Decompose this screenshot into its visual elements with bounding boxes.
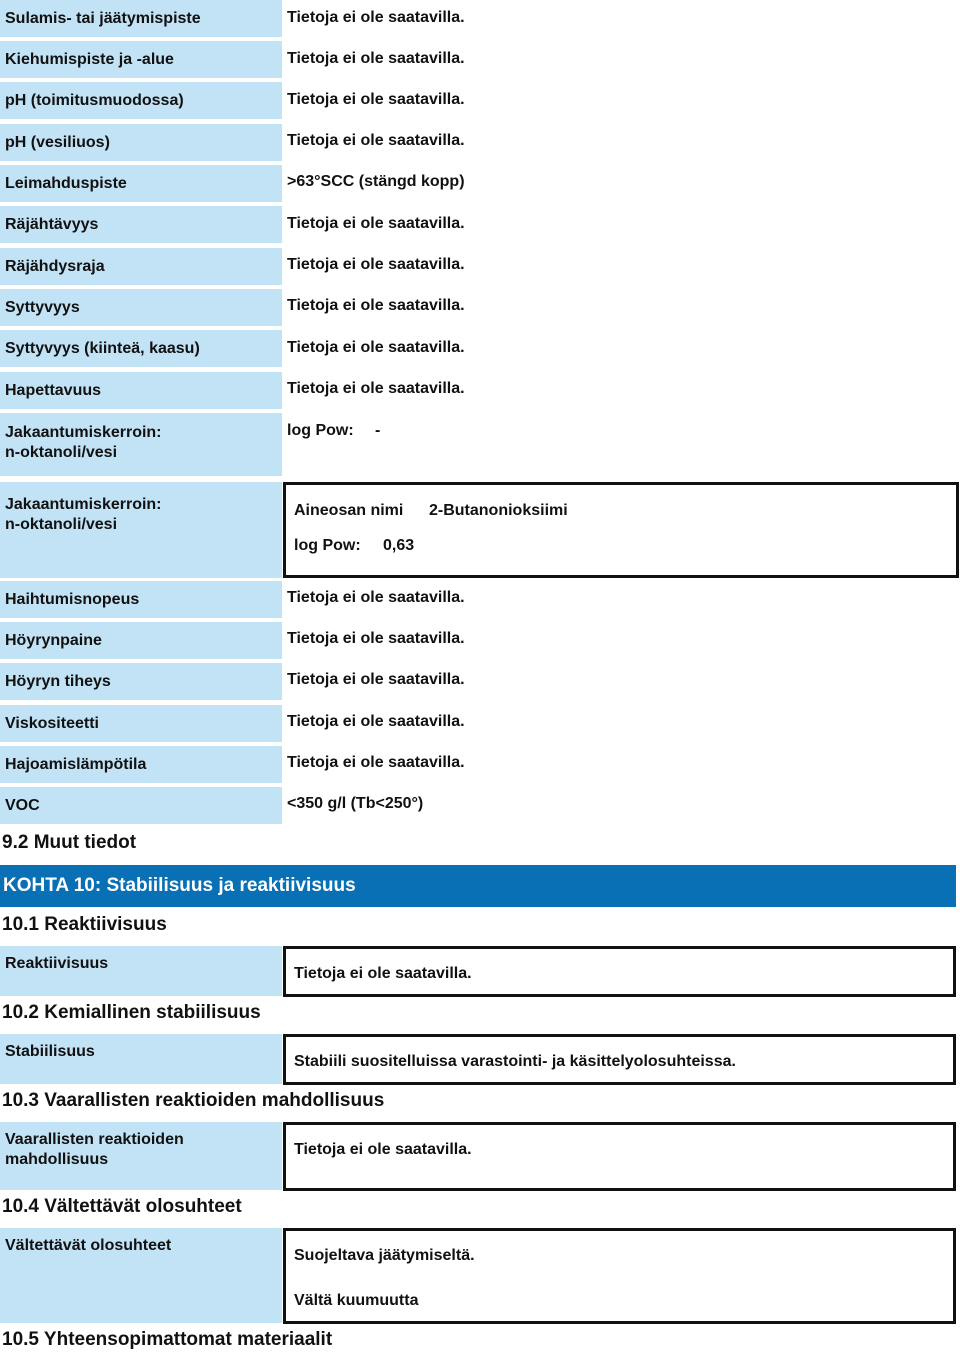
conditions-value-2: Vältä kuumuutta [294, 1292, 419, 1309]
subsection-heading-10-1: 10.1 Reaktiivisuus [2, 914, 167, 935]
conditions-box [283, 1228, 956, 1324]
property-value: Tietoja ei ole saatavilla. [287, 91, 465, 108]
stability-value: Stabiili suositelluissa varastointi- ja käsittelyolosuhteissa. [294, 1053, 736, 1070]
property-label: Kiehumispiste ja -alue [0, 41, 282, 78]
property-value: Tietoja ei ole saatavilla. [287, 630, 465, 647]
component-name-label: Aineosan nimi [294, 502, 404, 519]
partition-label-line1: Jakaantumiskerroin: [5, 496, 162, 513]
stability-box [283, 1034, 956, 1085]
property-label: Räjähdysraja [0, 248, 282, 285]
stability-label: Stabiilisuus [0, 1034, 282, 1084]
property-label: VOC [0, 787, 282, 824]
partition-label-line1: Jakaantumiskerroin: [5, 424, 162, 441]
hazardous-reactions-label-line1: Vaarallisten reaktioiden [5, 1131, 184, 1148]
property-label: Hajoamislämpötila [0, 746, 282, 783]
property-value: Tietoja ei ole saatavilla. [287, 256, 465, 273]
logpow-label: log Pow: [294, 537, 361, 554]
subsection-heading-10-3: 10.3 Vaarallisten reaktioiden mahdollisuus [2, 1090, 385, 1111]
property-value: Tietoja ei ole saatavilla. [287, 9, 465, 26]
property-value: Tietoja ei ole saatavilla. [287, 215, 465, 232]
property-label: Syttyvyys (kiinteä, kaasu) [0, 330, 282, 367]
property-value: Tietoja ei ole saatavilla. [287, 713, 465, 730]
property-label: pH (vesiliuos) [0, 124, 282, 161]
property-label: Haihtumisnopeus [0, 581, 282, 618]
reactivity-label: Reaktiivisuus [0, 946, 282, 996]
component-name-value: 2-Butanonioksiimi [429, 502, 568, 519]
subsection-heading-10-5: 10.5 Yhteensopimattomat materiaalit [2, 1329, 333, 1350]
property-value: Tietoja ei ole saatavilla. [287, 671, 465, 688]
hazardous-reactions-box [283, 1122, 956, 1191]
property-label: pH (toimitusmuodossa) [0, 82, 282, 119]
property-label: Höyryn tiheys [0, 663, 282, 700]
property-value: Tietoja ei ole saatavilla. [287, 50, 465, 67]
property-value: Tietoja ei ole saatavilla. [287, 754, 465, 771]
subsection-heading-10-4: 10.4 Vältettävät olosuhteet [2, 1196, 242, 1217]
partition-label [0, 413, 282, 476]
hazardous-reactions-label [0, 1122, 282, 1190]
logpow-label: log Pow: [287, 422, 354, 439]
property-label: Höyrynpaine [0, 622, 282, 659]
property-value: Tietoja ei ole saatavilla. [287, 339, 465, 356]
property-label: Leimahduspiste [0, 165, 282, 202]
hazardous-reactions-label-line2: mahdollisuus [5, 1151, 109, 1168]
property-label: Syttyvyys [0, 289, 282, 326]
section-heading-9-2: 9.2 Muut tiedot [2, 832, 137, 853]
partition-label-line2: n-oktanoli/vesi [5, 444, 118, 461]
property-value: >63°SCC (stängd kopp) [287, 173, 465, 190]
conditions-value-1: Suojeltava jäätymiseltä. [294, 1247, 475, 1264]
logpow-value: 0,63 [383, 537, 415, 554]
property-value: Tietoja ei ole saatavilla. [287, 297, 465, 314]
reactivity-value: Tietoja ei ole saatavilla. [294, 965, 472, 982]
property-value: Tietoja ei ole saatavilla. [287, 132, 465, 149]
component-box [283, 482, 959, 578]
partition-label [0, 482, 282, 578]
logpow-value: - [375, 422, 381, 439]
property-label: Sulamis- tai jäätymispiste [0, 0, 282, 37]
property-label: Viskositeetti [0, 705, 282, 742]
section-banner: KOHTA 10: Stabiilisuus ja reaktiivisuus [0, 865, 956, 907]
hazardous-reactions-value: Tietoja ei ole saatavilla. [294, 1141, 472, 1158]
property-label: Räjähtävyys [0, 206, 282, 243]
property-value: Tietoja ei ole saatavilla. [287, 380, 465, 397]
property-label: Hapettavuus [0, 372, 282, 409]
conditions-label: Vältettävät olosuhteet [0, 1228, 282, 1323]
subsection-heading-10-2: 10.2 Kemiallinen stabiilisuus [2, 1002, 261, 1023]
reactivity-box [283, 946, 956, 997]
partition-label-line2: n-oktanoli/vesi [5, 516, 118, 533]
property-value: Tietoja ei ole saatavilla. [287, 589, 465, 606]
property-value: <350 g/l (Tb<250°) [287, 795, 424, 812]
